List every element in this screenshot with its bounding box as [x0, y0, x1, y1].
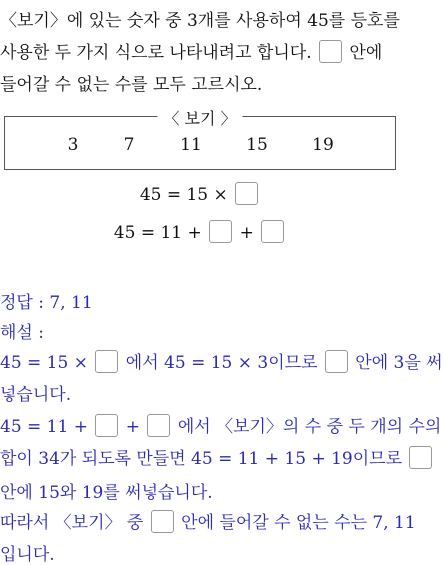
- explanation-text: +: [125, 417, 141, 437]
- blank-box: [319, 40, 342, 63]
- blank-box: [95, 350, 118, 373]
- explanation-line-6: [0, 508, 416, 533]
- blank-box: [209, 220, 232, 243]
- explanation-line-4: [0, 444, 434, 469]
- equation-1: [0, 182, 400, 205]
- explanation-text: 45 = 15 ×: [0, 353, 88, 373]
- equation-text: +: [239, 223, 254, 243]
- blank-box: [235, 182, 258, 205]
- blank-box: [151, 510, 174, 533]
- blank-box: [325, 350, 348, 373]
- bogi-number: 3: [67, 135, 79, 155]
- question-text: 안에: [349, 43, 383, 63]
- explanation-text: 합이 34가 되도록 만들면 45 = 11 + 15 + 19이므로: [0, 449, 402, 469]
- explanation-line-2: 넣습니다.: [0, 385, 72, 405]
- explanation-line-1: [0, 348, 443, 373]
- question-line-3: 들어갈 수 없는 수를 모두 고르시오.: [0, 75, 263, 95]
- explanation-text: 45 = 11 +: [0, 417, 88, 437]
- blank-box: [95, 414, 118, 437]
- equation-text: 45 = 15 ×: [139, 185, 228, 205]
- bogi-number: 15: [246, 135, 268, 155]
- bogi-box: [4, 109, 396, 170]
- explanation-text: 에서 45 = 15 × 3이므로: [125, 353, 318, 373]
- question-line-1: 〈보기〉에 있는 숫자 중 3개를 사용하여 45를 등호를: [0, 11, 400, 31]
- blank-box: [147, 414, 170, 437]
- question-line-2: [0, 38, 382, 63]
- answer-value: 7, 11: [49, 293, 93, 313]
- blank-box: [261, 220, 284, 243]
- blank-box: [409, 446, 432, 469]
- bogi-number: 11: [180, 135, 202, 155]
- explanation-line-3: [0, 412, 441, 437]
- bogi-number: 19: [312, 135, 334, 155]
- explanation-text: 따라서 〈보기〉 중: [0, 513, 144, 533]
- explanation-text: 안에 들어갈 수 없는 수는 7, 11: [181, 513, 416, 533]
- question-text: 사용한 두 가지 식으로 나타내려고 합니다.: [0, 43, 312, 63]
- equation-2: [0, 220, 400, 243]
- bogi-title: 〈 보기 〉: [157, 106, 242, 129]
- explanation-text: 에서 〈보기〉의 수 중 두 개의 수의: [177, 417, 442, 437]
- explanation-line-5: 안에 15와 19를 써넣습니다.: [0, 483, 213, 503]
- explanation-text: 안에 3을 써: [355, 353, 443, 373]
- bogi-number: 7: [123, 135, 135, 155]
- equation-text: 45 = 11 +: [113, 223, 202, 243]
- explanation-label: 해설 :: [0, 323, 44, 343]
- explanation-line-7: 입니다.: [0, 545, 55, 565]
- answer-line: [0, 288, 93, 313]
- answer-label: 정답 :: [0, 293, 44, 313]
